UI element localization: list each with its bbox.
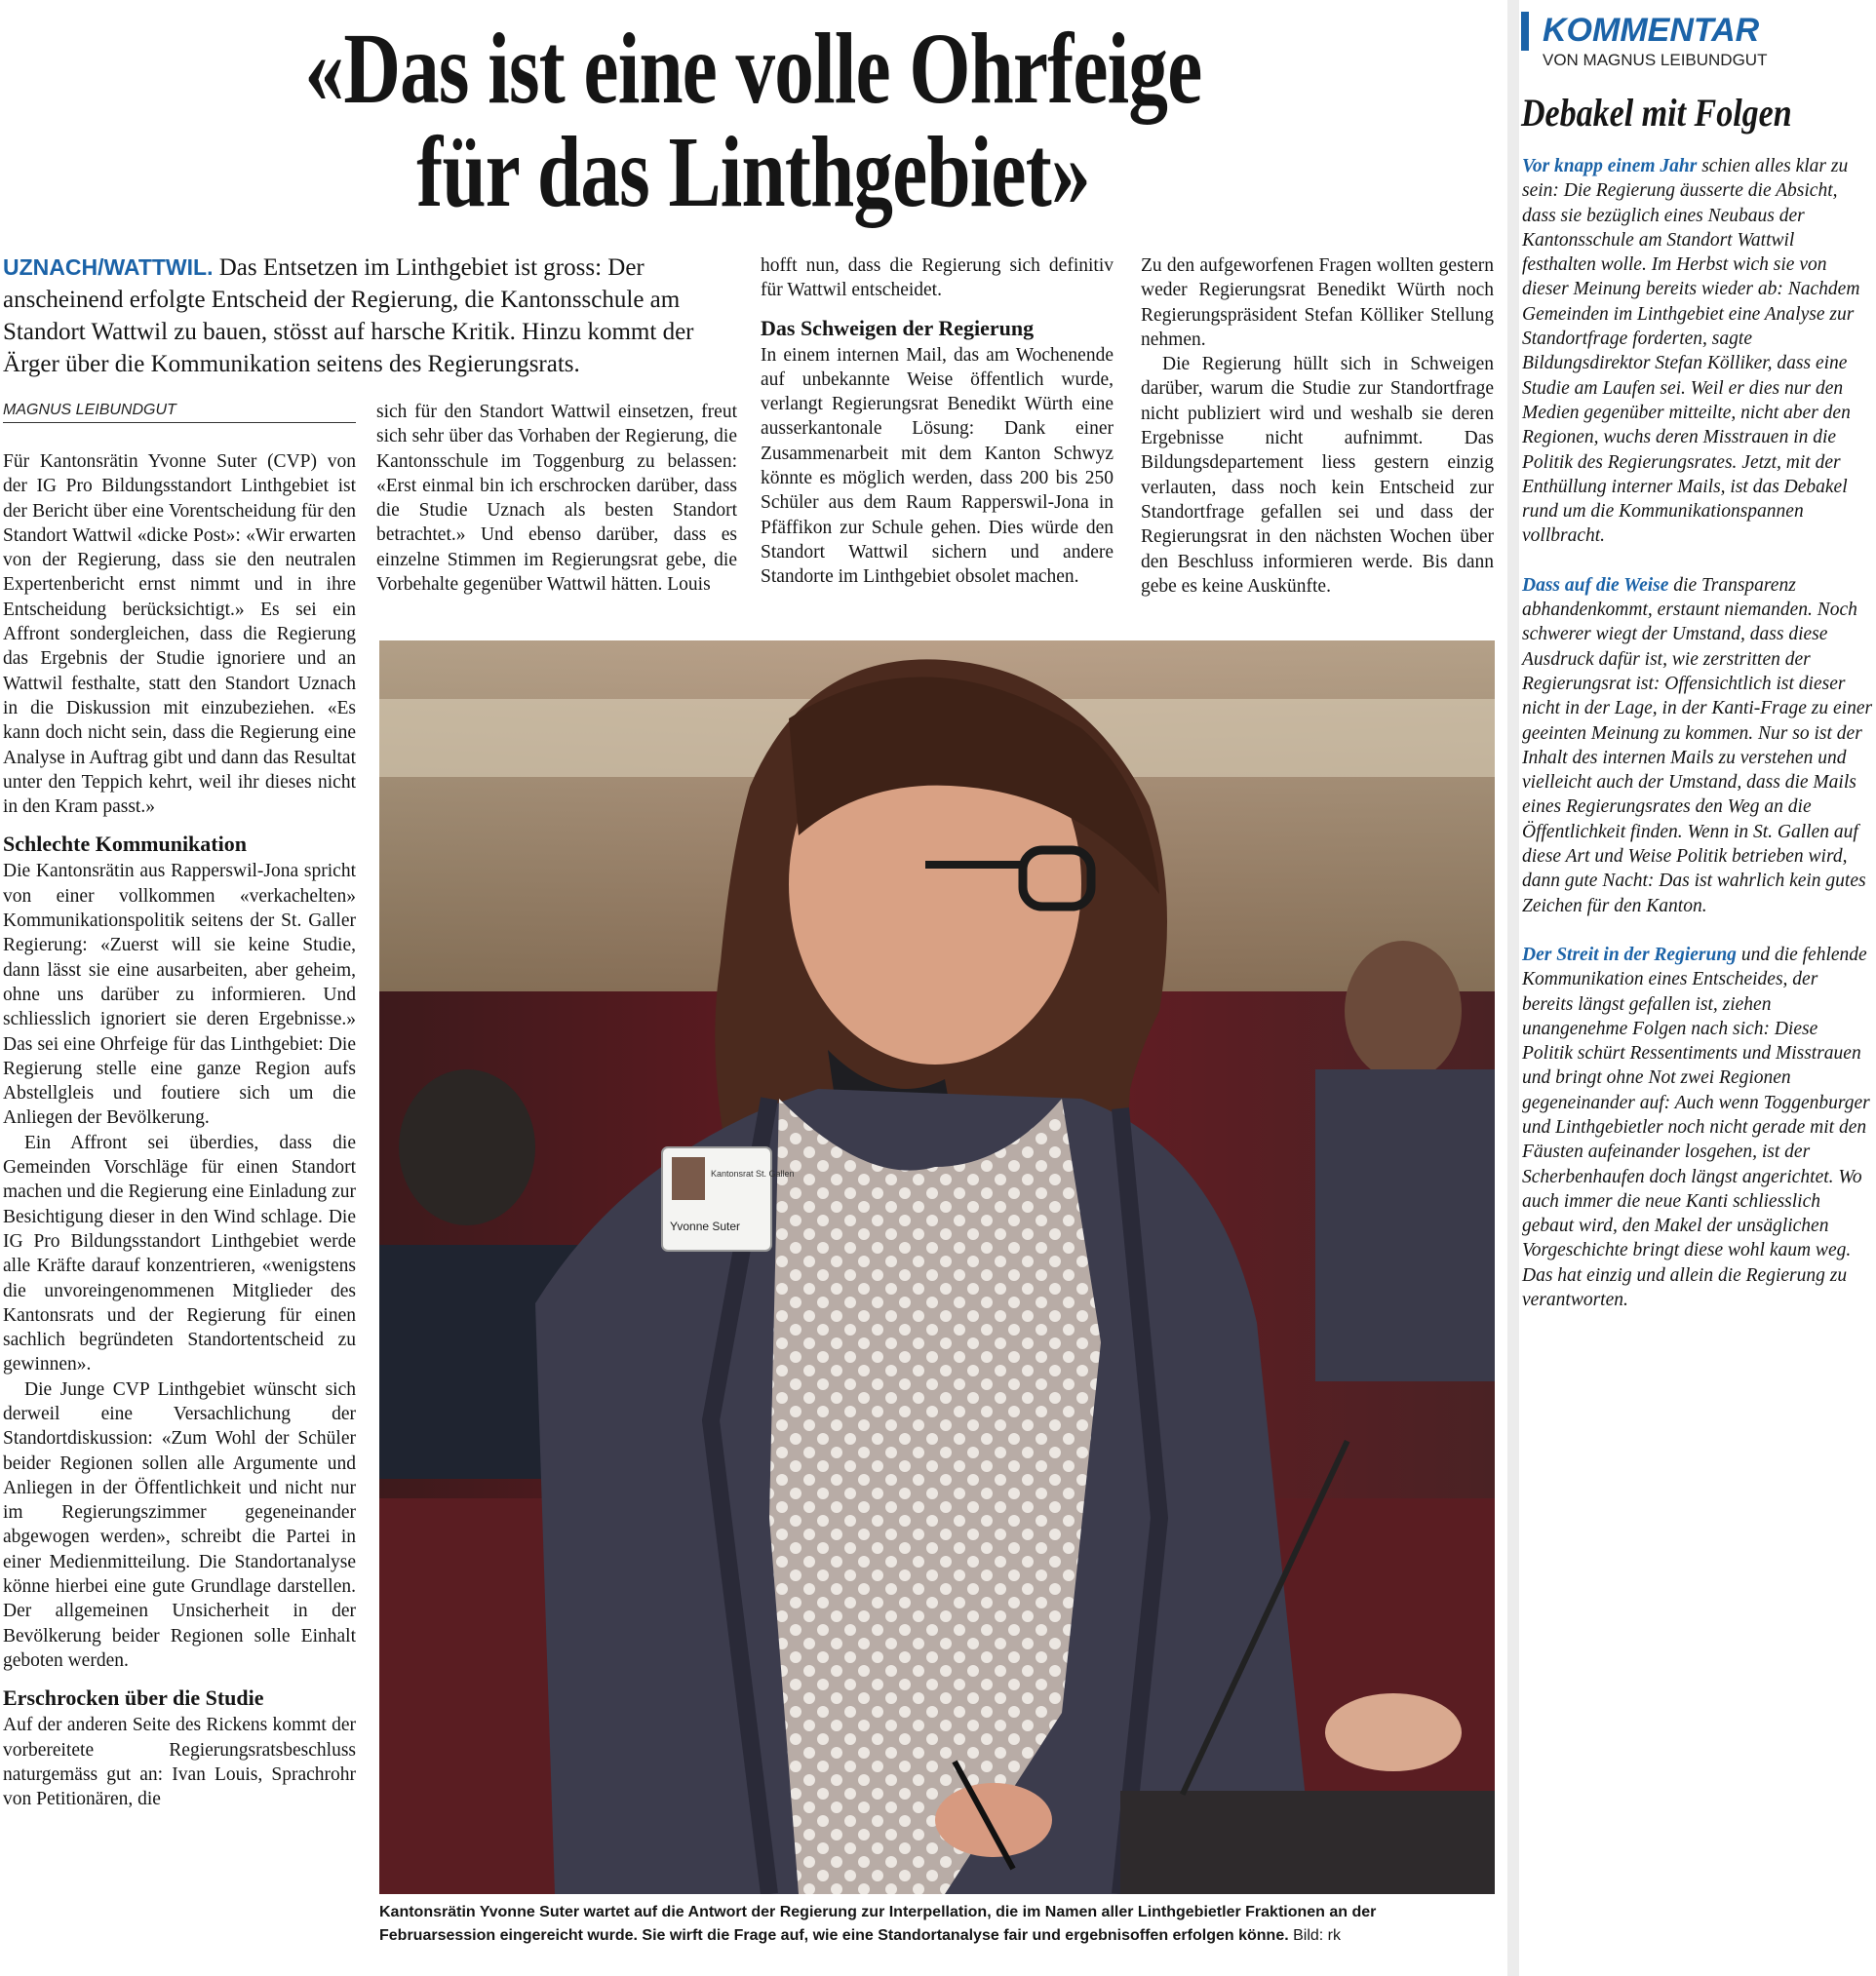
kommentar-title: Debakel mit Folgen: [1521, 91, 1792, 135]
paragraph: hofft nun, dass die Regierung sich definitiv für Wattwil entscheidet.: [761, 255, 1114, 301]
paragraph-text: schien alles klar zu sein: Die Regierung äusserte die Absicht, dass sie bezüglich eines Neubaus der Kantonsschule am Standort Wattwil festhalten wolle. Im Herbst wich sie von dieser Meinung bereits wieder ab: Nachdem Gemeinden im Linthgebiet eine Analyse zur Standortfrage forderten, sagte Bildungsdirektor Stefan Kölliker, dass eine Studie am Laufen sei. Weil er dies nur den Medien gegenüber mitteilte, nicht aber den Regionen, wuchs deren Misstrauen in die Politik des Regierungsrates. Jetzt, mit der Enthüllung interner Mails, ist das Debakel rund um die Kommunikationspannen vollbracht.: [1522, 156, 1860, 547]
headline-line-1: «Das ist eine volle Ohrfeige: [304, 13, 1202, 125]
kommentar-paragraph: [1522, 573, 1873, 918]
lead-in: Der Streit in der Regierung: [1522, 944, 1737, 965]
article-column-1: [3, 449, 356, 1811]
article-photo: [379, 640, 1495, 1894]
photo-caption: [379, 1901, 1495, 1948]
paragraph: Auf der anderen Seite des Rickens kommt der vorbereitete Regierungsratsbeschluss naturgemäss gut an: Ivan Louis, Sprachrohr von Petitionären, die: [3, 1715, 356, 1810]
subheading: Erschrocken über die Studie: [3, 1685, 264, 1711]
badge-organisation: Kantonsrat St. Gallen: [711, 1169, 795, 1179]
article-lead: [3, 252, 739, 380]
paragraph: Für Kantonsrätin Yvonne Suter (CVP) von der IG Pro Bildungsstandort Linthgebiet ist der Bericht über eine Vorentscheidung für den Standort Wattwil «dicke Post»: «Wir erwarten von der Regierung, dass sie den neutralen Expertenbericht ernst nimmt und in ihre Entscheidung berücksichtigt.» Es sei ein Affront sondergleichen, dass die Regierung das Ergebnis der Studie ignoriere und an Wattwil festhalte, statt den Standort Uznach in die Diskussion mit einzubeziehen. «Es kann doch nicht sein, dass die Regierung eine Analyse in Auftrag gibt und dann das Resultat unter den Teppich kehrt, weil ihr dieses nicht in den Kram passt.»: [3, 451, 356, 818]
article-column-3: [761, 253, 1114, 590]
paragraph: Die Junge CVP Linthgebiet wünscht sich derweil eine Versachlichung der Standortdiskussion: «Zum Wohl der Schüler beider Regionen sollen alle Argumente und Anliegen in der Öffentlichkeit und nicht nur im Regierungszimmer gegeneinander abgewogen werden», schreibt die Partei in einer Medienmitteilung. Die Standortanalyse könne hierbei eine gute Grundlage darstellen. Der allgemeinen Unsicherheit in der Bevölkerung beider Regionen solle Einhalt geboten werden.: [3, 1378, 356, 1671]
kommentar-paragraph: [1522, 943, 1873, 1312]
photo-credit: Bild: rk: [1293, 1927, 1342, 1944]
article-column-4: [1141, 253, 1494, 599]
paragraph: Die Kantonsrätin aus Rapperswil-Jona spricht von einer vollkommen «verkachelten» Kommunikationspolitik seitens der St. Galler Regierung: «Zuerst will sie keine Studie, dann lässt sie eine ausarbeiten, aber geheim, ohne uns darüber zu informieren. Und schliesslich ignoriert sie deren Ergebnisse.» Das sei eine Ohrfeige für das Linthgebiet: Die Regierung stelle eine ganze Region aufs Abstellgleis und foutiere sich um die Anliegen der Bevölkerung.: [3, 861, 356, 1129]
paragraph: Die Regierung hüllt sich in Schweigen darüber, warum die Studie zur Standortfrage nicht publiziert wird und weshalb sie deren Ergebnisse nicht aufnimmt. Das Bildungsdepartement liess gestern einzig verlauten, dass noch kein Entscheid zur Standortfrage gefallen sei und dass der Regierungsrat in den nächsten Wochen über den Beschluss informieren werde. Bis dann gebe es keine Auskünfte.: [1141, 354, 1494, 597]
lead-in: Vor knapp einem Jahr: [1522, 156, 1698, 176]
paragraph: sich für den Standort Wattwil einsetzen, freut sich sehr über das Vorhaben der Regierung, die Kantonsschule im Toggenburg zu belassen: «Erst einmal bin ich erschrocken darüber, dass die Studie Uznach als besten Standort betrachtet.» Und ebenso darüber, dass es einzelne Stimmen im Regierungsrat gebe, die Vorbehalte gegenüber Wattwil hätten. Louis: [376, 402, 737, 596]
caption-text: Kantonsrätin Yvonne Suter wartet auf die Antwort der Regierung zur Interpellation, die im Namen aller Linthgebietler Fraktionen an der Februarsession eingereicht wurde. Sie wirft die Frage auf, wie eine Standortanalyse fair und ergebnisoffen erfolgen könne.: [379, 1904, 1377, 1944]
kommentar-label: KOMMENTAR: [1543, 12, 1760, 49]
headline: [166, 13, 1341, 228]
paragraph-text: die Transparenz abhandenkommt, erstaunt niemanden. Noch schwerer wiegt der Umstand, dass diese Ausdruck dafür ist, wie zerstritten der Regierungsrat ist: Offensichtlich ist dieser nicht in der Lage, in der Kanti-Frage zu einer geeinten Meinung zu kommen. Nur so ist der Inhalt des internen Mails zu verstehen und vielleicht auch der Umstand, dass die Mails eines Regierungsrates den Weg an die Öffentlichkeit finden. Wenn in St. Gallen auf diese Art und Weise Politik betrieben wird, dann gute Nacht: Das ist wahrlich kein gutes Zeichen für den Kanton.: [1522, 574, 1873, 916]
byline: MAGNUS LEIBUNDGUT: [3, 402, 356, 423]
kommentar-paragraph: [1522, 154, 1873, 549]
paragraph-text: und die fehlende Kommunikation eines Entscheides, der bereits längst gefallen ist, ziehen unangenehme Folgen nach sich: Diese Politik schürt Ressentiments und Misstrauen und bringt ohne Not zwei Regionen gegeneinander auf: Auch wenn Toggenburger und Linthgebietler noch nicht gerade mit den Fäusten aufeinander losgehen, ist der Scherbenhaufen doch längst angerichtet. Wo auch immer die neue Kanti schliesslich gebaut wird, den Makel der unsäglichen Vorgeschichte bringt diese wohl kaum weg. Das hat einzig und allein die Regierung zu verantworten.: [1522, 944, 1870, 1311]
kommentar-author: VON MAGNUS LEIBUNDGUT: [1543, 51, 1768, 69]
paragraph: Ein Affront sei überdies, dass die Gemeinden Vorschläge für einen Standort machen und die Regierung eine Einladung zur Besichtigung dieser in den Wind schlage. Die IG Pro Bildungsstandort Linthgebiet werde alle Kräfte darauf konzentrieren, «wenigstens die unvoreingenommenen Mitglieder des Kantonsrats und der Regierung für einen sachlich begründeten Standortentscheid zu gewinnen».: [3, 1132, 356, 1375]
subheading: Das Schweigen der Regierung: [761, 315, 1035, 340]
kommentar-marker: [1521, 12, 1529, 51]
article-column-2: [376, 400, 737, 597]
photo-illustration: [379, 640, 1495, 1894]
paragraph: In einem internen Mail, das am Wochenende auf unbekannte Weise öffentlich wurde, verlangt Regierungsrat Benedikt Würth eine ausserkantonale Lösung: Dank einer Zusammenarbeit mit dem Kanton Schwyz könnte es möglich werden, dass 200 bis 250 Schüler aus dem Raum Rapperswil-Jona in Pfäffikon zur Schule gehen. Dies würde den Standort Wattwil sichern und andere Standorte im Linthgebiet obsolet machen.: [761, 344, 1114, 588]
subheading: Schlechte Kommunikation: [3, 832, 247, 857]
kommentar-body: [1522, 154, 1873, 1337]
headline-line-2: für das Linthgebiet»: [416, 116, 1090, 228]
dateline: UZNACH/WATTWIL.: [3, 254, 214, 280]
lead-text: Das Entsetzen im Linthgebiet ist gross: Der anscheinend erfolgte Entscheid der Regierung, die Kantonsschule am Standort Wattwil zu bauen, stösst auf harsche Kritik. Hinzu kommt der Ärger über die Kommunikation seitens des Regierungsrats.: [3, 254, 694, 377]
lead-in: Dass auf die Weise: [1522, 574, 1669, 596]
badge-name: Yvonne Suter: [670, 1220, 741, 1233]
paragraph: Zu den aufgeworfenen Fragen wollten gestern weder Regierungsrat Benedikt Würth noch Regierungspräsident Stefan Kölliker Stellung nehmen.: [1141, 255, 1494, 350]
column-divider: [1507, 0, 1519, 1976]
